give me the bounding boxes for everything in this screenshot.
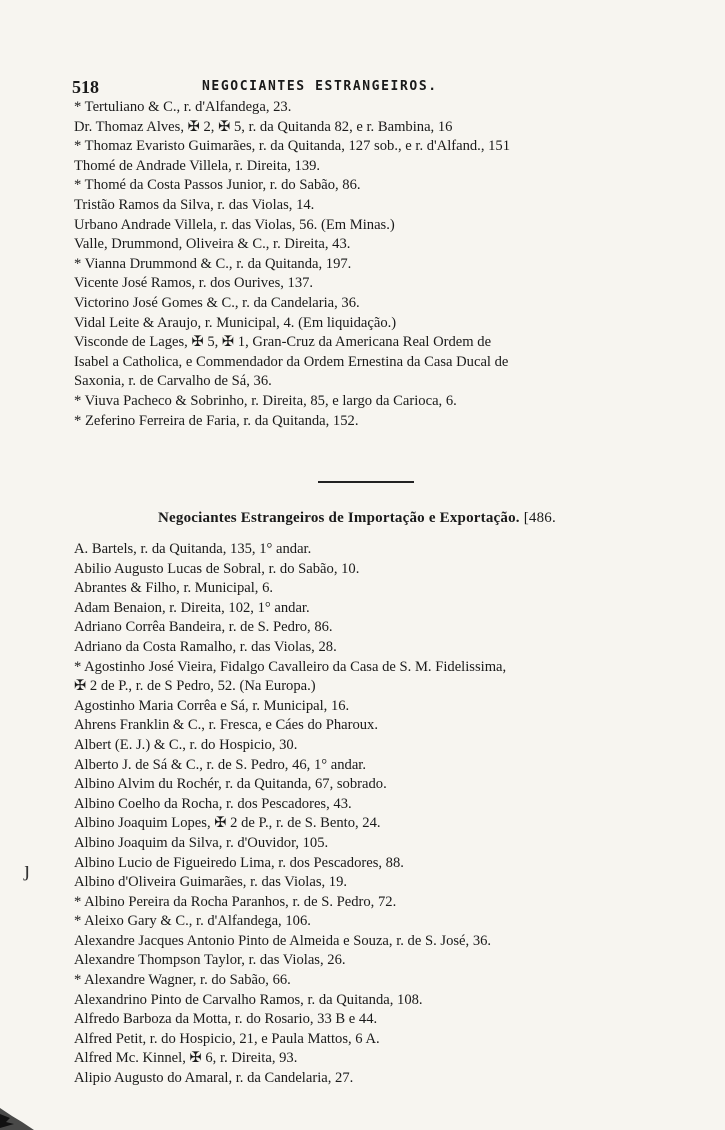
directory-entry: * Vianna Drummond & C., r. da Quitanda, 197. [74, 255, 352, 272]
directory-entry: Urbano Andrade Villela, r. das Violas, 56. (Em Minas.) [74, 216, 395, 233]
directory-entry: Albino Joaquim Lopes, ✠ 2 de P., r. de S. Bento, 24. [74, 815, 381, 832]
directory-entry: Albino Lucio de Figueiredo Lima, r. dos Pescadores, 88. [74, 854, 404, 871]
directory-entry: Albino Alvim du Rochér, r. da Quitanda, 67, sobrado. [74, 776, 387, 793]
directory-entry: Adam Benaion, r. Direita, 102, 1° andar. [74, 599, 310, 616]
directory-entry: Alexandre Jacques Antonio Pinto de Almeida e Souza, r. de S. José, 36. [74, 932, 492, 949]
directory-entry: Albino Coelho da Rocha, r. dos Pescadores, 43. [74, 795, 352, 812]
directory-entry: * Alexandre Wagner, r. do Sabão, 66. [74, 972, 291, 989]
directory-entry: Valle, Drummond, Oliveira & C., r. Direita, 43. [74, 236, 351, 253]
directory-entry: Adriano Corrêa Bandeira, r. de S. Pedro, 86. [74, 619, 333, 636]
directory-entry: * Thomaz Evaristo Guimarães, r. da Quitanda, 127 sob., e r. d'Alfand., 151 [74, 138, 511, 155]
directory-entry: Alfred Mc. Kinnel, ✠ 6, r. Direita, 93. [74, 1050, 298, 1067]
section-heading-title: Negociantes Estrangeiros de Importação e Exportação. [158, 510, 520, 526]
directory-entry: * Zeferino Ferreira de Faria, r. da Quitanda, 152. [74, 412, 359, 429]
page-header [72, 76, 632, 98]
running-title: NEGOCIANTES ESTRANGEIROS. [202, 79, 438, 94]
directory-entry: Vidal Leite & Araujo, r. Municipal, 4. (Em liquidação.) [74, 314, 397, 331]
directory-entry: Adriano da Costa Ramalho, r. das Violas, 28. [74, 638, 337, 655]
directory-entry: Albert (E. J.) & C., r. do Hospicio, 30. [74, 736, 298, 753]
directory-entry: * Tertuliano & C., r. d'Alfandega, 23. [74, 99, 292, 115]
directory-entry: Alipio Augusto do Amaral, r. da Candelaria, 27. [74, 1070, 354, 1087]
directory-entry: Dr. Thomaz Alves, ✠ 2, ✠ 5, r. da Quitanda 82, e r. Bambina, 16 [74, 118, 453, 135]
directory-entry: Alfred Petit, r. do Hospicio, 21, e Paula Mattos, 6 A. [74, 1030, 380, 1047]
directory-entry: Agostinho Maria Corrêa e Sá, r. Municipal, 16. [74, 697, 350, 714]
directory-section-1 [74, 98, 674, 431]
directory-entry: Abrantes & Filho, r. Municipal, 6. [74, 580, 274, 597]
directory-entry: Albino d'Oliveira Guimarães, r. das Violas, 19. [74, 874, 348, 891]
directory-entry: Abilio Augusto Lucas de Sobral, r. do Sabão, 10. [74, 560, 360, 577]
directory-entry-line: Isabel a Catholica, e Commendador da Ordem Ernestina da Casa Ducal de [74, 353, 509, 370]
directory-entry-line: * Agostinho José Vieira, Fidalgo Cavalleiro da Casa de S. M. Fidelissima, [74, 658, 507, 675]
directory-entry: Ahrens Franklin & C., r. Fresca, e Cáes do Pharoux. [74, 717, 378, 734]
directory-entry: Thomé de Andrade Villela, r. Direita, 139. [74, 157, 321, 174]
page-number: 518 [72, 77, 99, 97]
section-divider [318, 481, 414, 483]
section-heading-ref: [486. [523, 510, 556, 526]
directory-entry: Alexandrino Pinto de Carvalho Ramos, r. da Quitanda, 108. [74, 991, 423, 1008]
directory-section-2 [74, 540, 674, 1089]
directory-entry-line: Visconde de Lages, ✠ 5, ✠ 1, Gran-Cruz da Americana Real Ordem de [74, 334, 492, 351]
directory-entry: * Albino Pereira da Rocha Paranhos, r. de S. Pedro, 72. [74, 893, 397, 910]
directory-entry [74, 658, 674, 697]
directory-entry: * Aleixo Gary & C., r. d'Alfandega, 106. [74, 913, 311, 930]
directory-entry: Tristão Ramos da Silva, r. das Violas, 14. [74, 196, 315, 213]
directory-entry-line: ✠ 2 de P., r. de S Pedro, 52. (Na Europa.) [74, 678, 316, 695]
directory-entry: Alberto J. de Sá & C., r. de S. Pedro, 46, 1° andar. [74, 756, 367, 773]
directory-entry: * Thomé da Costa Passos Junior, r. do Sabão, 86. [74, 177, 361, 194]
directory-entry: Alfredo Barboza da Motta, r. do Rosario, 33 B e 44. [74, 1011, 378, 1028]
page-corner-stain [0, 1098, 34, 1130]
directory-entry: * Viuva Pacheco & Sobrinho, r. Direita, 85, e largo da Carioca, 6. [74, 392, 457, 409]
directory-entry: Vicente José Ramos, r. dos Ourives, 137. [74, 275, 314, 292]
directory-entry: A. Bartels, r. da Quitanda, 135, 1° andar. [74, 541, 312, 557]
directory-entry [74, 333, 674, 392]
directory-entry: Albino Joaquim da Silva, r. d'Ouvidor, 105. [74, 834, 329, 851]
section-heading [158, 508, 556, 528]
directory-entry: Alexandre Thompson Taylor, r. das Violas, 26. [74, 952, 346, 969]
margin-bracket-icon: ȷ [24, 856, 31, 881]
directory-entry-line: Saxonia, r. de Carvalho de Sá, 36. [74, 373, 272, 390]
directory-entry: Victorino José Gomes & C., r. da Candelaria, 36. [74, 294, 360, 311]
